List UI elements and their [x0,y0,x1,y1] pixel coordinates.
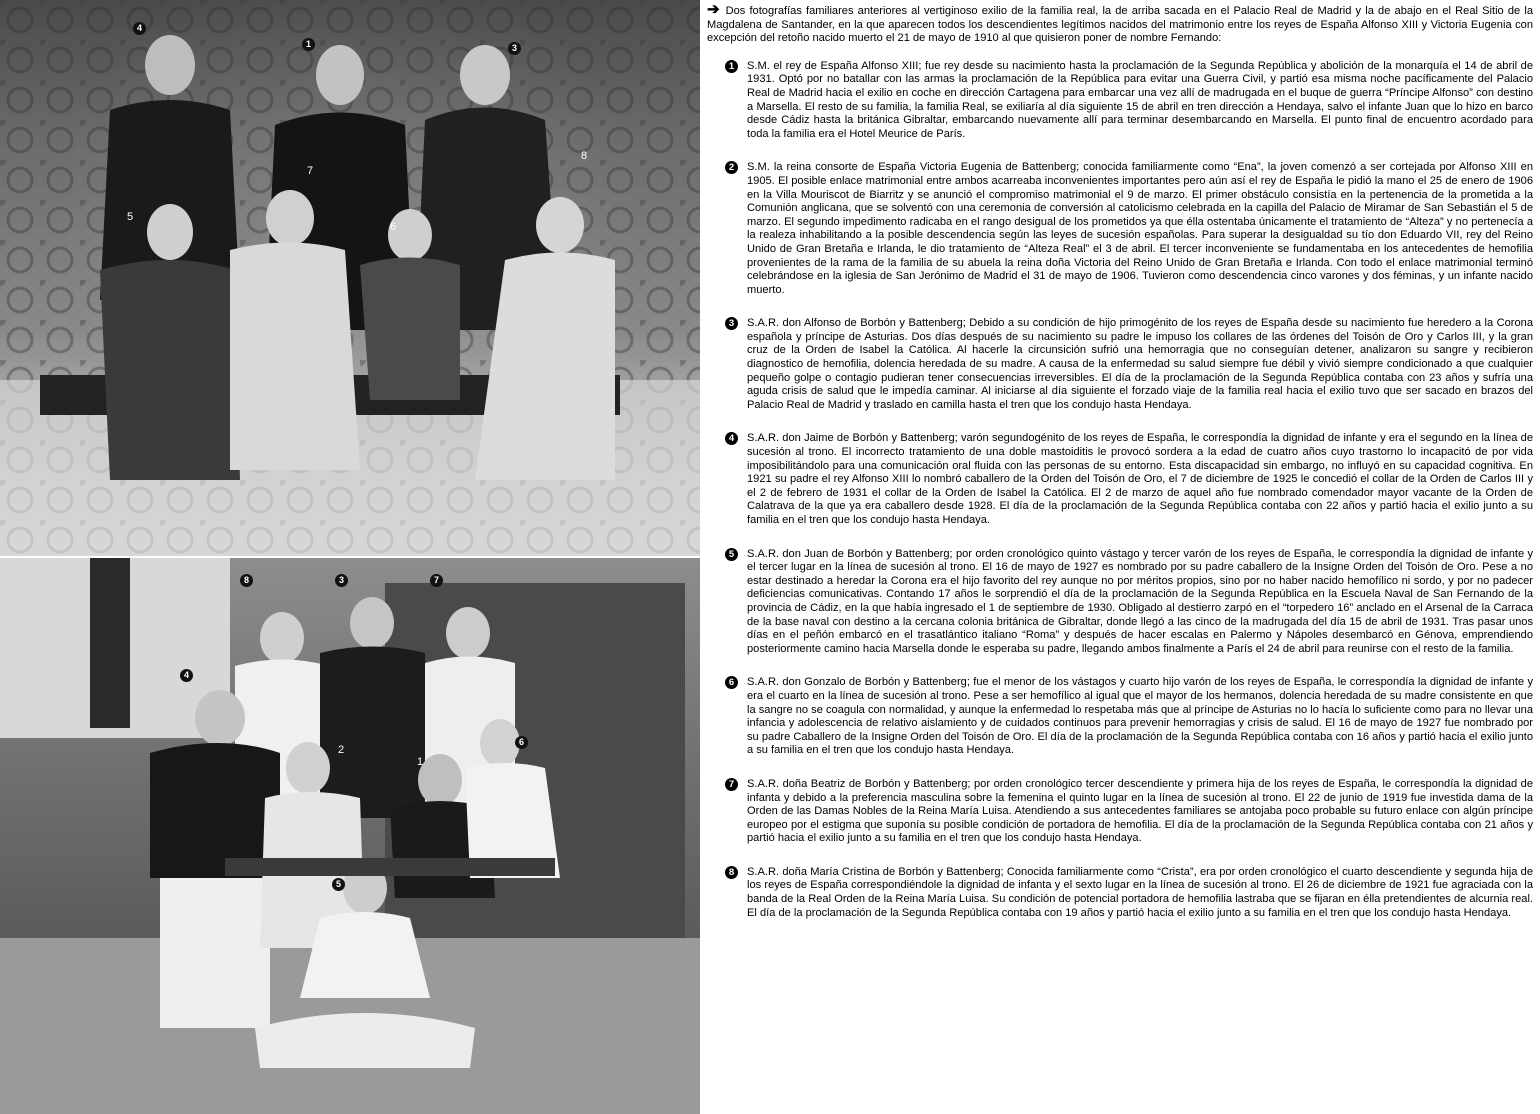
photo-marker-2: 2 [338,744,345,756]
photo-top-figures [0,0,700,556]
photo-marker-3: 3 [508,42,521,55]
photo-marker-8: 8 [240,574,253,587]
photo-marker-8: 8 [581,150,588,162]
entry-3 [707,317,1533,412]
photo-marker-4: 4 [133,22,146,35]
entry-2 [707,161,1533,297]
entry-number-badge: 6 [725,676,738,689]
entry-1 [707,60,1533,142]
family-photo-palacio-real [0,0,700,556]
intro-text: Dos fotografías familiares anteriores al vertiginoso exilio de la familia real, la de arriba sacada en el Palacio Real de Madrid y la de abajo en el Real Sitio de la Magdalena de Santander, en la que aparecen todos los descendientes legítimos nacidos del matrimonio entre los reyes de España Alfonso XIII y Victoria Eugenia con excepción del retoño nacido muerto el 21 de mayo de 1910 al que quisieron poner de nombre Fernando: [707,5,1533,45]
entry-number-badge: 4 [725,432,738,445]
entry-number-badge: 2 [725,161,738,174]
photo-marker-5: 5 [332,878,345,891]
entry-text: S.A.R. don Gonzalo de Borbón y Battenberg; fue el menor de los vástagos y cuarto hijo varón de los reyes de España, le correspondía la dignidad de infante y era el cuarto en la línea de sucesión al trono. Pese a ser hemofílico al igual que el mayor de los hermanos, dolencia heredada de su madre consistente en que la sangre no se coagula con normalidad, y aunque la enfermedad lo respetaba más que al príncipe de Asturias no lo hacía lo suficiente como para no llevar una infancia y adolescencia de relativo aislamiento y de cuidados continuos para prevenir hemorragias y crisis de salud. El 16 de mayo de 1927 fue nombrado por su padre Caballero de la Insigne Orden del Toisón de Oro. El día de la proclamación de la Segunda República contaba con 16 años y partió hacia el exilio junto a su familia en el tren que los condujo hasta Hendaya. [747,676,1533,757]
photo-marker-6: 6 [390,221,397,233]
entry-4 [707,432,1533,527]
entry-number-badge: 5 [725,548,738,561]
entry-5 [707,548,1533,657]
photo-bottom-figures [0,558,700,1114]
entry-text: S.A.R. don Juan de Borbón y Battenberg; por orden cronológico quinto vástago y tercer varón de los reyes de España, le correspondía la dignidad de infante y el tercer lugar en la línea de sucesión al trono. El 16 de mayo de 1927 es nombrado por su padre caballero de la Insigne Orden del Toisón de Oro. Pese a no estar destinado a heredar la Corona era el hijo favorito del rey aunque no por méritos propios, sino por no haber nacido hemofílico ni sordo, y por no padecer deficiencias comunicativas. Contando 17 años le sorprendió el día de la proclamación de la Segunda República en la Escuela Naval de San Fernando de la provincia de Cádiz, en la que había ingresado el 1 de septiembre de 1930. Obligado al destierro zarpó en el “torpedero 16” anclado en el Arsenal de la Carraca de la base naval con destino a la cercana colonia británica de Gibraltar, donde llegó a las cinco de la madrugada del día 15 de abril de 1931. Tras pasar unos días en el peñón embarcó en el trasatlántico italiano “Roma” y después de hacer escalas en Palermo y Nápoles desembarcó en Génova, emprendiendo posteriormente camino hacia Marsella donde le esperaba su padre, llegando ambos finalmente a París el 24 de abril para reunirse con el resto de la familia. [747,547,1533,655]
photo-marker-1: 1 [302,38,315,51]
entry-text: S.M. la reina consorte de España Victoria Eugenia de Battenberg; conocida familiarmente como “Ena”, la joven comenzó a ser cortejada por Alfonso XIII en 1905. El posible enlace matrimonial entre ambos acarreaba inconvenientes importantes pero aún así el rey de España le pidió la mano el 25 de enero de 1906 en la Villa Mouriscot de Biarritz y se anunció el compromiso matrimonial el 9 de marzo. El primer obstáculo consistía en la pertenencia de la prometida a la Comunión anglicana, que se solventó con una ceremonia de conversión al catolicismo celebrada en la capilla del Palacio de Miramar de San Sebastián el 5 de marzo. El segundo impedimento radicaba en el rango desigual de los prometidos ya que élla ostentaba únicamente el tratamiento de “Alteza” y no pertenecía a la realeza inhabilitando a la posible descendencia según las leyes de sucesión españolas. Para superar la desigualdad su tío don Eduardo VII, rey del Reino Unido de Gran Bretaña e Irlanda, le dio tratamiento de “Alteza Real” el 3 de abril. El tercer inconveniente se fundamentaba en los antecedentes de hemofilia provenientes de la rama de la familia de su abuela la reina doña Victoria del Reino Unido de Gran Bretaña e Irlanda. Con todo el enlace matrimonial terminó celebrándose en la iglesia de San Jerónimo de Madrid el 31 de mayo de 1906. Tuvieron como descendencia cinco varones y dos féminas, y un infante nacido muerto. [747,161,1533,296]
caption-text-column [707,1,1533,920]
entry-number-badge: 7 [725,778,738,791]
entry-8 [707,866,1533,920]
arrow-icon: ➔ [707,1,720,18]
photo-marker-6: 6 [515,736,528,749]
photo-marker-7: 7 [307,165,314,177]
entry-6 [707,676,1533,758]
entry-number-badge: 3 [725,317,738,330]
photo-marker-7: 7 [430,574,443,587]
photo-marker-5: 5 [127,211,134,223]
entry-text: S.M. el rey de España Alfonso XIII; fue rey desde su nacimiento hasta la proclamación de la Segunda República y abolición de la monarquía el 14 de abril de 1931. Optó por no batallar con las armas la proclamación de la República para evitar una Guerra Civil, y partió esa misma noche pacíficamente del Palacio Real de Madrid hacia el exilio en coche en dirección Cartagena para embarcar una vez allí de madrugada en el buque de guerra “Príncipe Alfonso” con destino a Marsella. El resto de su familia, la familia Real, se exiliaría al día siguiente 15 de abril en tren dirección a Hendaya, salvo el infante Juan que lo hizo en barco desde Cádiz hasta la británica Gibraltar, embarcando nuevamente allí para terminar desembarcando en Marsella. El punto final de encuentro acordado para toda la familia era el Hotel Meurice de París. [747,59,1533,140]
entry-text: S.A.R. don Alfonso de Borbón y Battenberg; Debido a su condición de hijo primogénito de los reyes de España desde su nacimiento fue heredero a la Corona española y príncipe de Asturias. Dos días después de su nacimiento su padre le impuso los collares de las órdenes del Toisón de Oro y Carlos III, y la gran cruz de la Orden de Isabel la Católica. Al hacerle la circunsición sufrió una hemorragia que no conseguían detener, analizaron su sangre y recibieron diagnostico de hemofilia, dolencia heredada de su madre. A causa de la enfermedad su salud siempre fue débil y vivió siempre condicionado a que cualquier pequeño golpe o contagio pudieran tener consecuencias irreversibles. El día de la proclamación de la Segunda República contaba con 23 años y sufría una aguda crisis de salud que le impedía caminar. Al iniciarse al día siguiente el forzado viaje de la familia real hacia el exilio tuvo que ser sacado en brazos del Palacio Real de Madrid y traslado en camilla hasta el tren que los condujo hasta Hendaya. [747,317,1533,411]
photo-marker-3: 3 [335,574,348,587]
photo-marker-4: 4 [180,669,193,682]
entry-7 [707,778,1533,846]
intro-paragraph [707,1,1533,46]
entry-number-badge: 1 [725,60,738,73]
photo-marker-1: 1 [417,756,424,768]
entry-text: S.A.R. doña María Cristina de Borbón y Battenberg; Conocida familiarmente como “Crista”, era por orden cronológico el cuarto descendiente y segunda hija de los reyes de España correspondiéndole la dignidad de infanta y el sexto lugar en la línea de sucesión al trono. El 26 de diciembre de 1921 fue agraciada con la banda de la Real Orden de la Reina María Luisa. Su condición de potencial portadora de hemofilia lastraba que se fijaran en élla pretendientes de alcurnia real. El día de la proclamación de la Segunda República contaba con 19 años y partió hacia el exilio junto a su familia en el tren que los condujo hasta Hendaya. [747,865,1533,919]
entry-number-badge: 8 [725,866,738,879]
family-photo-magdalena [0,558,700,1114]
entry-text: S.A.R. don Jaime de Borbón y Battenberg; varón segundogénito de los reyes de España, le correspondía la dignidad de infante y era el segundo en la línea de sucesión al trono. El incorrecto tratamiento de una doble mastoiditis le provocó sordera a la edad de cuatro años cuyo trastorno lo incapacitó de por vida imposibilitándolo para una comunicación oral fluida con las personas de su entorno. Esta discapacidad sin embargo, no influyó en su capacidad cognitiva. En 1921 su padre el rey Alfonso XIII lo nombró caballero de la Orden del Toisón de Oro, el 7 de diciembre de 1925 le concedió el collar de la Orden de Carlos III y el 2 de febrero de 1931 el collar de la Orden de Isabel la Católica. El 2 de marzo de aquel año fue nombrado comendador mayor vacante de la Orden de Calatrava de la que ya era caballero desde 1928. El día de la proclamación de la Segunda República contaba con 22 años y partió hacia el exilio junto a su familia en el tren que los condujo hasta Hendaya. [747,432,1533,526]
entry-text: S.A.R. doña Beatriz de Borbón y Battenberg; por orden cronológico tercer descendiente y primera hija de los reyes de España, le correspondía la dignidad de infanta y debido a la preferencia masculina sobre la femenina el quinto lugar en la línea de sucesión al trono. El 22 de junio de 1919 fue investida dama de la Orden de las Damas Nobles de la Reina María Luisa. Atendiendo a sus antecedentes familiares se antojaba poco probable su futuro enlace con algún príncipe europeo por el estigma que suponía su posible condición de portadora de hemofilia. El día de la proclamación de la Segunda República contaba con 21 años y partió hacia el exilio junto a su familia en el tren que los condujo hasta Hendaya. [747,777,1533,845]
